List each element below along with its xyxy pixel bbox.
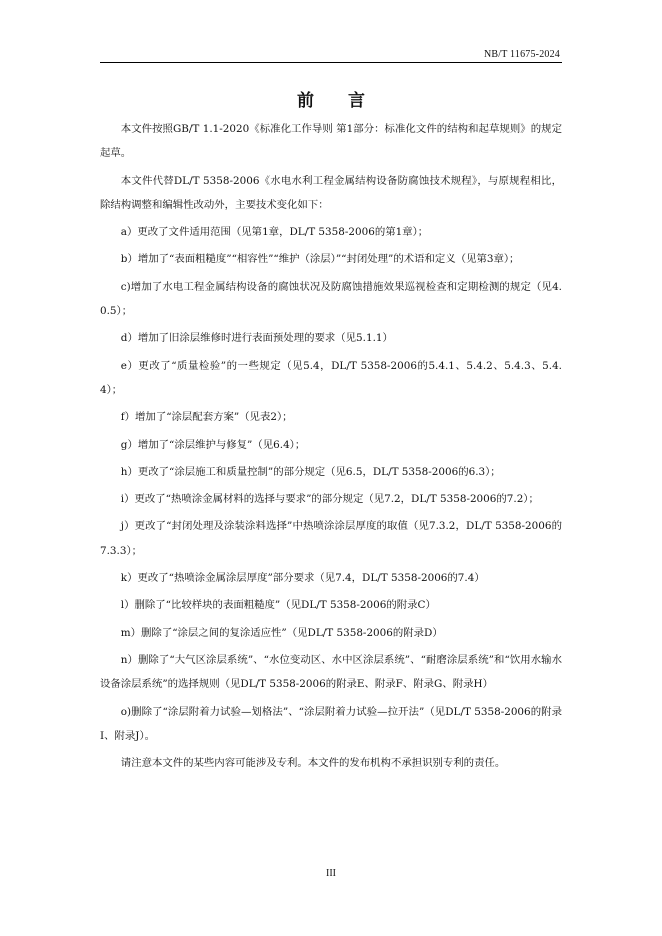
list-item: f）增加了“涂层配套方案”（见表2）； bbox=[120, 411, 293, 424]
list-item: o)删除了“涂层附着力试验—划格法”、“涂层附着力试验—拉开法”（见DL/T 5358-2006的附录I、附录J）。 bbox=[100, 705, 562, 742]
list-item: e）更改了“质量检验”的一些规定（见5.4，DL/T 5358-2006的5.4.1、5.4.2、5.4.3、5.4.4）； bbox=[100, 359, 562, 396]
list-item: g）增加了“涂层维护与修复”（见6.4）； bbox=[120, 438, 306, 451]
list-item: n）删除了“大气区涂层系统”、“水位变动区、水中区涂层系统”、“耐磨涂层系统”和“饮用水输水设备涂层系统”的选择规则（见DL/T 5358-2006的附录E、附录F、附录G、附录H） bbox=[100, 653, 562, 691]
paragraph-replacement: 本文件代替DL/T 5358-2006《水电水利工程金属结构设备防腐蚀技术规程》，与原规程相比，除结构调整和编辑性改动外，主要技术变化如下： bbox=[100, 174, 562, 211]
list-item: m）删除了“涂层之间的复涂适应性”（见DL/T 5358-2006的附录D） bbox=[120, 626, 443, 639]
list-item: h）更改了“涂层施工和质量控制”的部分规定（见6.5，DL/T 5358-2006的6.3）； bbox=[120, 465, 501, 478]
standard-code: NB/T 11675-2024 bbox=[483, 49, 560, 60]
page-title: 前 言 bbox=[297, 91, 379, 111]
page-number: III bbox=[326, 868, 336, 879]
list-item: l）删除了“比较样块的表面粗糙度”（见DL/T 5358-2006的附录C） bbox=[120, 599, 436, 612]
foreword-body bbox=[100, 117, 562, 778]
header-divider bbox=[100, 62, 562, 63]
paragraph-patent-notice: 请注意本文件的某些内容可能涉及专利。本文件的发布机构不承担识别专利的责任。 bbox=[120, 757, 506, 770]
list-item: b）增加了“表面粗糙度”“相容性”“维护（涂层）”“封闭处理”的术语和定义（见第3章）； bbox=[120, 253, 520, 266]
list-item: i）更改了“热喷涂金属材料的选择与要求”的部分规定（见7.2，DL/T 5358-2006的7.2）； bbox=[120, 493, 539, 506]
list-item: j）更改了“封闭处理及涂装涂料选择”中热喷涂涂层厚度的取值（见7.3.2，DL/T 5358-2006的7.3.3）； bbox=[100, 520, 562, 557]
list-item: k）更改了“热喷涂金属涂层厚度”部分要求（见7.4，DL/T 5358-2006的7.4） bbox=[120, 572, 485, 585]
list-item: d）增加了旧涂层维修时进行表面预处理的要求（见5.1.1） bbox=[120, 332, 393, 345]
paragraph-drafting-rules: 本文件按照GB/T 1.1-2020《标准化工作导则 第1部分：标准化文件的结构和起草规则》的规定起草。 bbox=[100, 123, 562, 160]
list-item: a）更改了文件适用范围（见第1章，DL/T 5358-2006的第1章）； bbox=[120, 226, 429, 239]
list-item: c)增加了水电工程金属结构设备的腐蚀状况及防腐蚀措施效果巡视检查和定期检测的规定（见4.0.5）； bbox=[100, 280, 562, 318]
